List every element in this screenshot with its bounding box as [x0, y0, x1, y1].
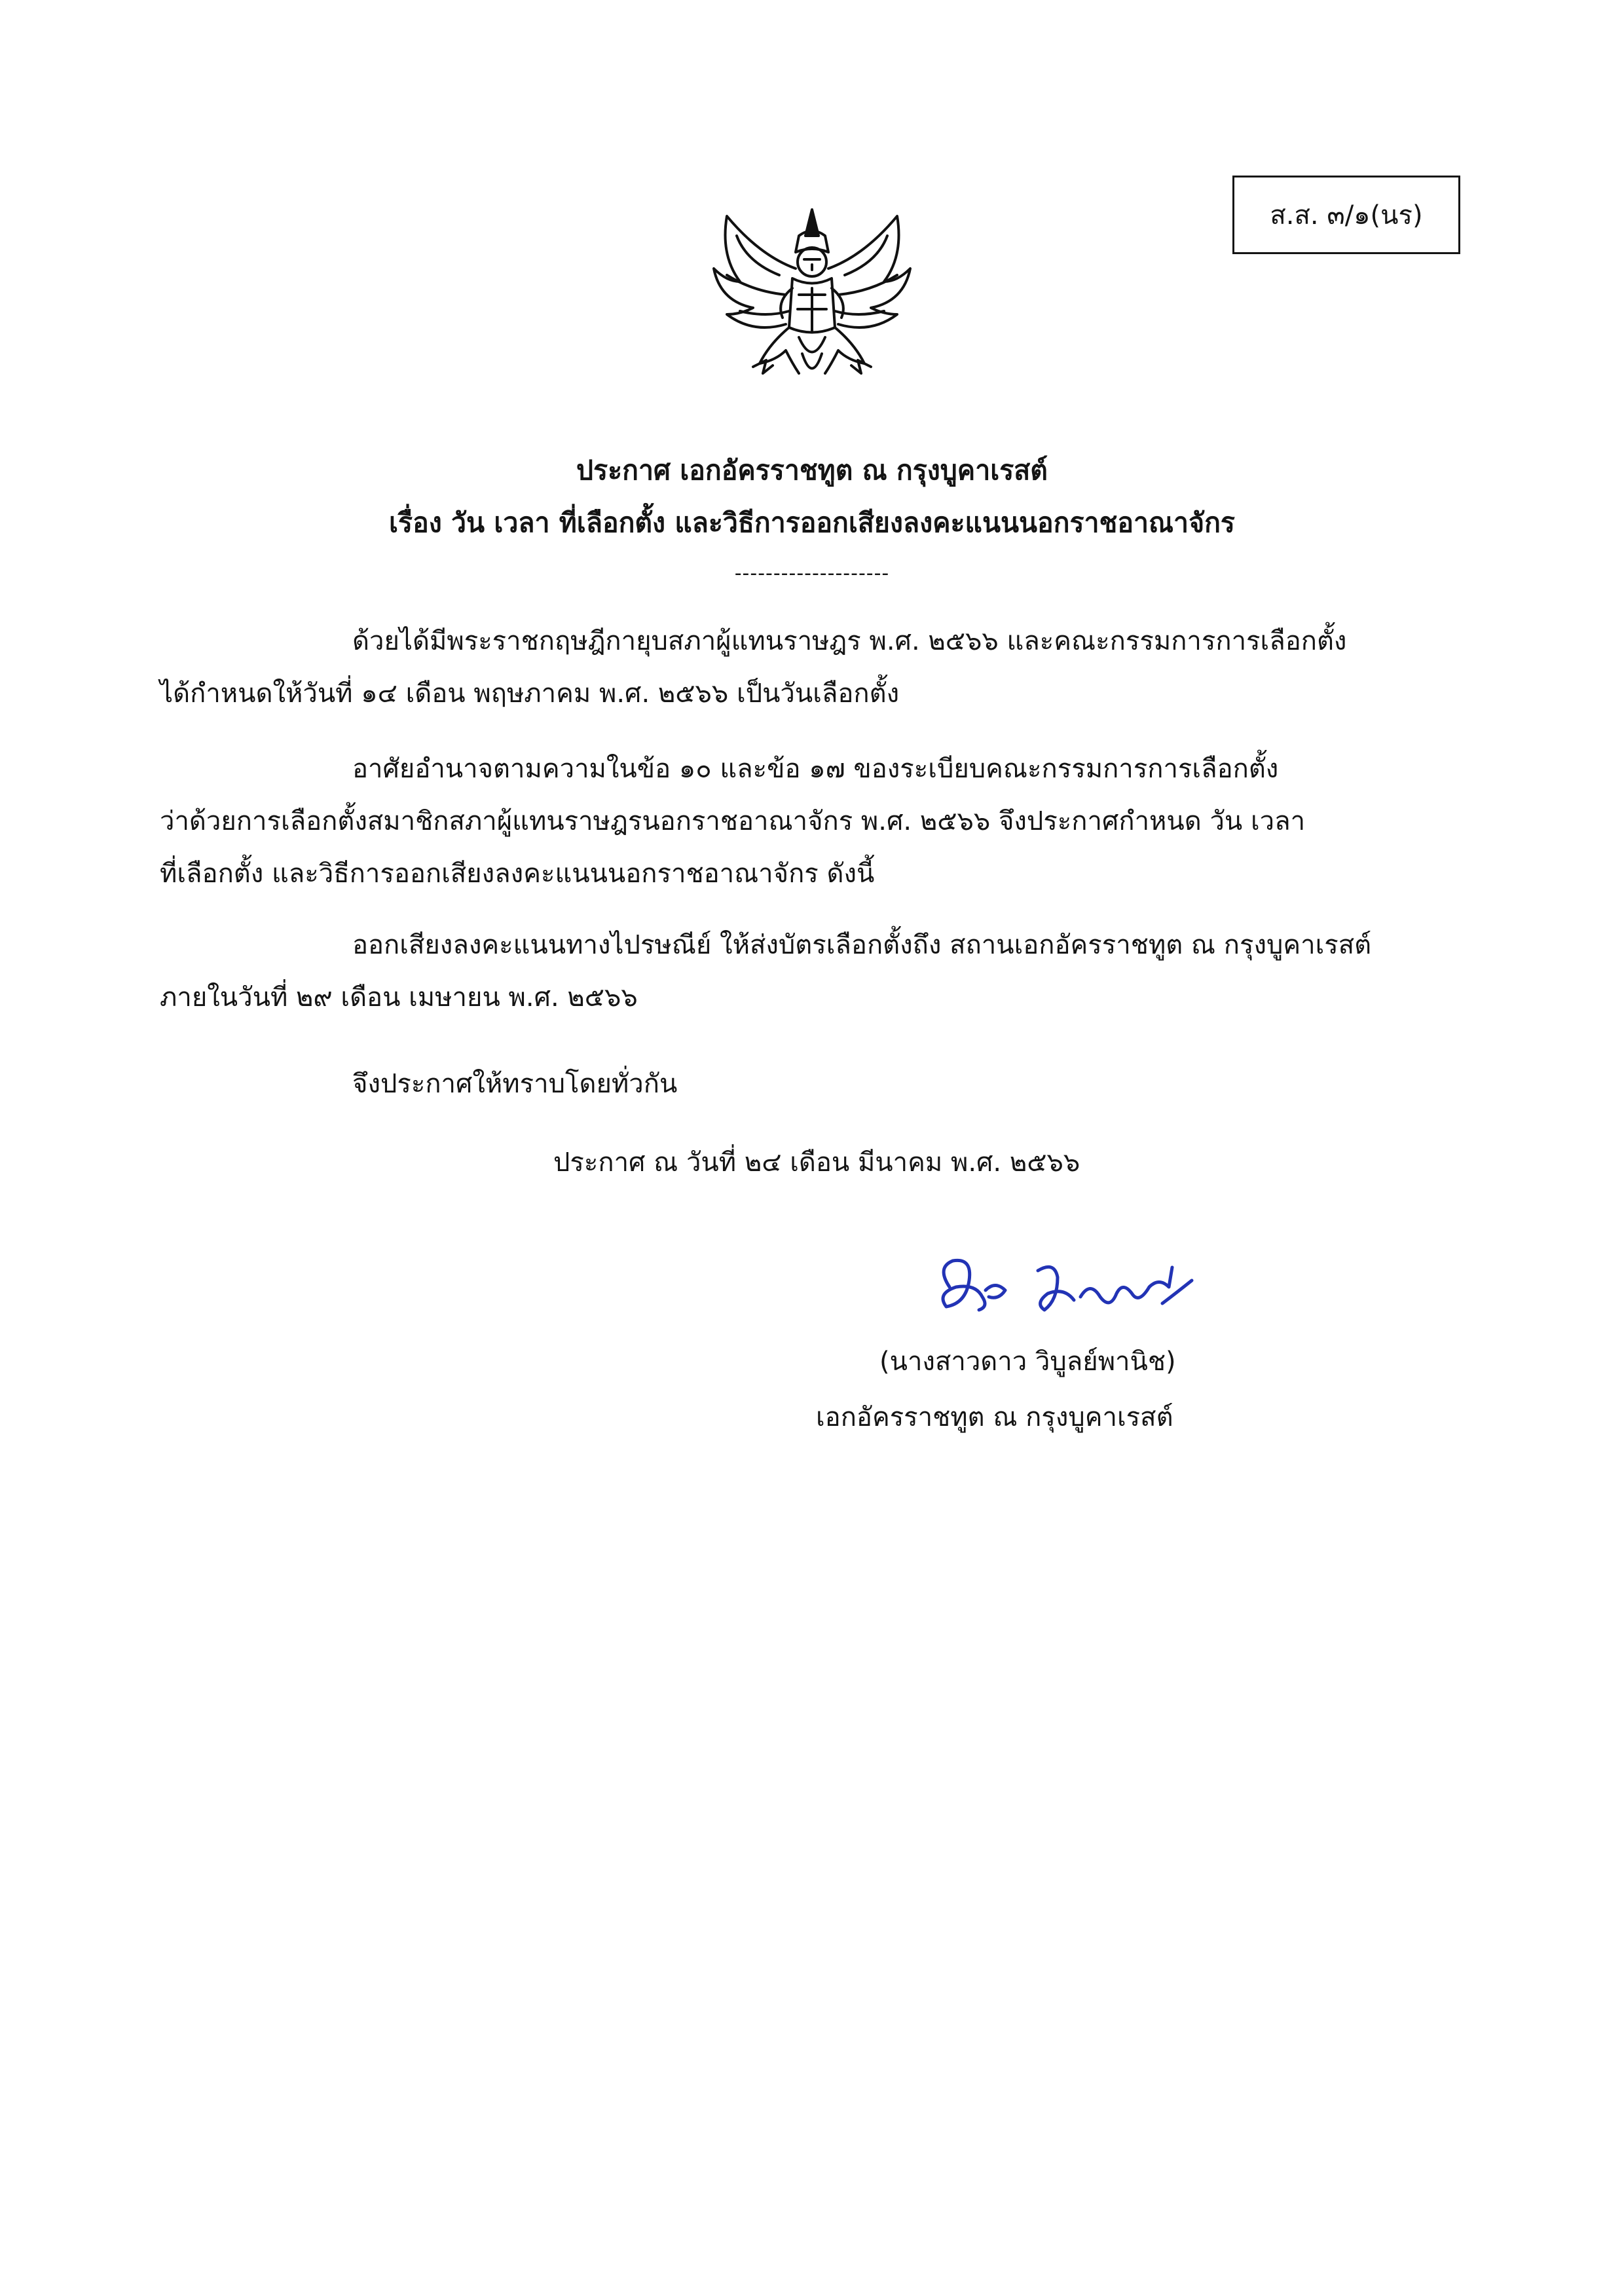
paragraph-3-line-2: ภายในวันที่ ๒๙ เดือน เมษายน พ.ศ. ๒๕๖๖ [160, 982, 638, 1013]
announcement-date: ประกาศ ณ วันที่ ๒๔ เดือน มีนาคม พ.ศ. ๒๕๖๖ [553, 1148, 1080, 1178]
garuda-emblem [701, 196, 923, 393]
signatory-name: (นางสาวดาว วิบูลย์พานิช) [879, 1347, 1176, 1377]
paragraph-2-line-1: อาศัยอำนาจตามความในข้อ ๑๐ และข้อ ๑๗ ของระเบียบคณะกรรมการการเลือกตั้ง [352, 754, 1279, 784]
signatory-position: เอกอัครราชทูต ณ กรุงบูคาเรสต์ [816, 1402, 1173, 1432]
handwritten-signature [923, 1241, 1211, 1339]
paragraph-3-line-1: ออกเสียงลงคะแนนทางไปรษณีย์ ให้ส่งบัตรเลือกตั้งถึง สถานเอกอัครราชทูต ณ กรุงบูคาเรสต์ [352, 930, 1372, 960]
announcement-subject: เรื่อง วัน เวลา ที่เลือกตั้ง และวิธีการออกเสียงลงคะแนนนอกราชอาณาจักร [389, 507, 1235, 538]
paragraph-1-line-1: ด้วยได้มีพระราชกฤษฎีกายุบสภาผู้แทนราษฎร พ.ศ. ๒๕๖๖ และคณะกรรมการการเลือกตั้ง [352, 626, 1347, 656]
announcement-title: ประกาศ เอกอัครราชทูต ณ กรุงบูคาเรสต์ [576, 455, 1048, 486]
paragraph-1-line-2: ได้กำหนดให้วันที่ ๑๔ เดือน พฤษภาคม พ.ศ. ๒๕๖๖ เป็นวันเลือกตั้ง [160, 679, 900, 709]
form-code-box [1232, 176, 1460, 254]
title-divider: -------------------- [734, 562, 890, 585]
paragraph-2-line-3: ที่เลือกตั้ง และวิธีการออกเสียงลงคะแนนนอกราชอาณาจักร ดังนี้ [160, 859, 875, 889]
form-code-text: ส.ส. ๓/๑(นร) [1270, 200, 1423, 231]
paragraph-2-line-2: ว่าด้วยการเลือกตั้งสมาชิกสภาผู้แทนราษฎรนอกราชอาณาจักร พ.ศ. ๒๕๖๖ จึงประกาศกำหนด วัน เวลา [160, 806, 1306, 836]
closing-statement: จึงประกาศให้ทราบโดยทั่วกัน [352, 1069, 678, 1099]
